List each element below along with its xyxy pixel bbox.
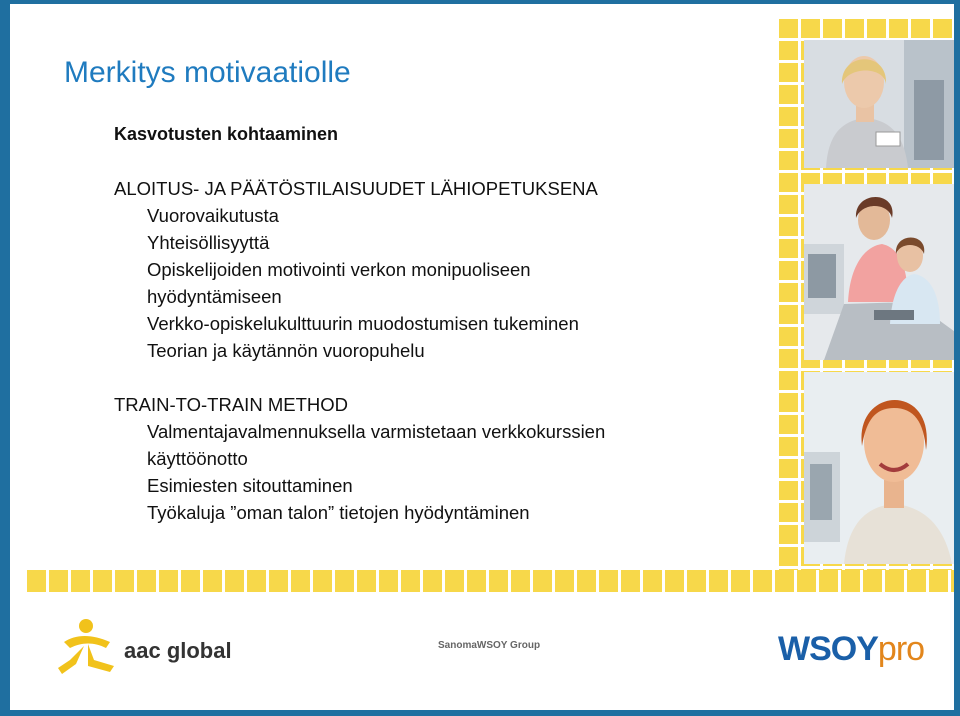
- section2-item: Esimiesten sitouttaminen: [147, 475, 353, 496]
- aac-global-logo: [54, 616, 254, 682]
- section2-item: Työkaluja ”oman talon” tietojen hyödyntäminen: [147, 502, 530, 523]
- section1-item: Verkko-opiskelukulttuurin muodostumisen tukeminen: [147, 313, 579, 334]
- wsoy-logo-main: WSOY: [778, 630, 878, 668]
- section1-item: Opiskelijoiden motivointi verkon monipuoliseen: [147, 259, 531, 280]
- aac-logo-text: aac global: [124, 638, 232, 663]
- section2-heading: TRAIN-TO-TRAIN METHOD: [114, 394, 348, 415]
- section1-item: hyödyntämiseen: [147, 286, 282, 307]
- section2-item: käyttöönotto: [147, 448, 248, 469]
- photo-woman-badge: [804, 40, 958, 168]
- wsoypro-logo: [778, 630, 924, 669]
- sanoma-wsoy-group-text: SanomaWSOY Group: [438, 640, 541, 651]
- section1-item: Teorian ja käytännön vuoropuhelu: [147, 340, 425, 361]
- section1-item: Yhteisöllisyyttä: [147, 232, 270, 253]
- wsoy-logo-suffix: pro: [877, 630, 925, 668]
- aac-runner-icon: [54, 616, 120, 678]
- yellow-band-decoration: [24, 570, 960, 592]
- photo-woman-headset: [804, 372, 958, 564]
- section1-item: Vuorovaikutusta: [147, 205, 279, 226]
- slide-subtitle: Kasvotusten kohtaaminen: [114, 124, 339, 144]
- photo-office-workers: [804, 184, 958, 360]
- section2-item: Valmentajavalmennuksella varmistetaan verkkokurssien: [147, 421, 606, 442]
- section1-heading: ALOITUS- JA PÄÄTÖSTILAISUUDET LÄHIOPETUKSENA: [114, 178, 598, 199]
- slide-title: Merkitys motivaatiolle: [64, 56, 351, 89]
